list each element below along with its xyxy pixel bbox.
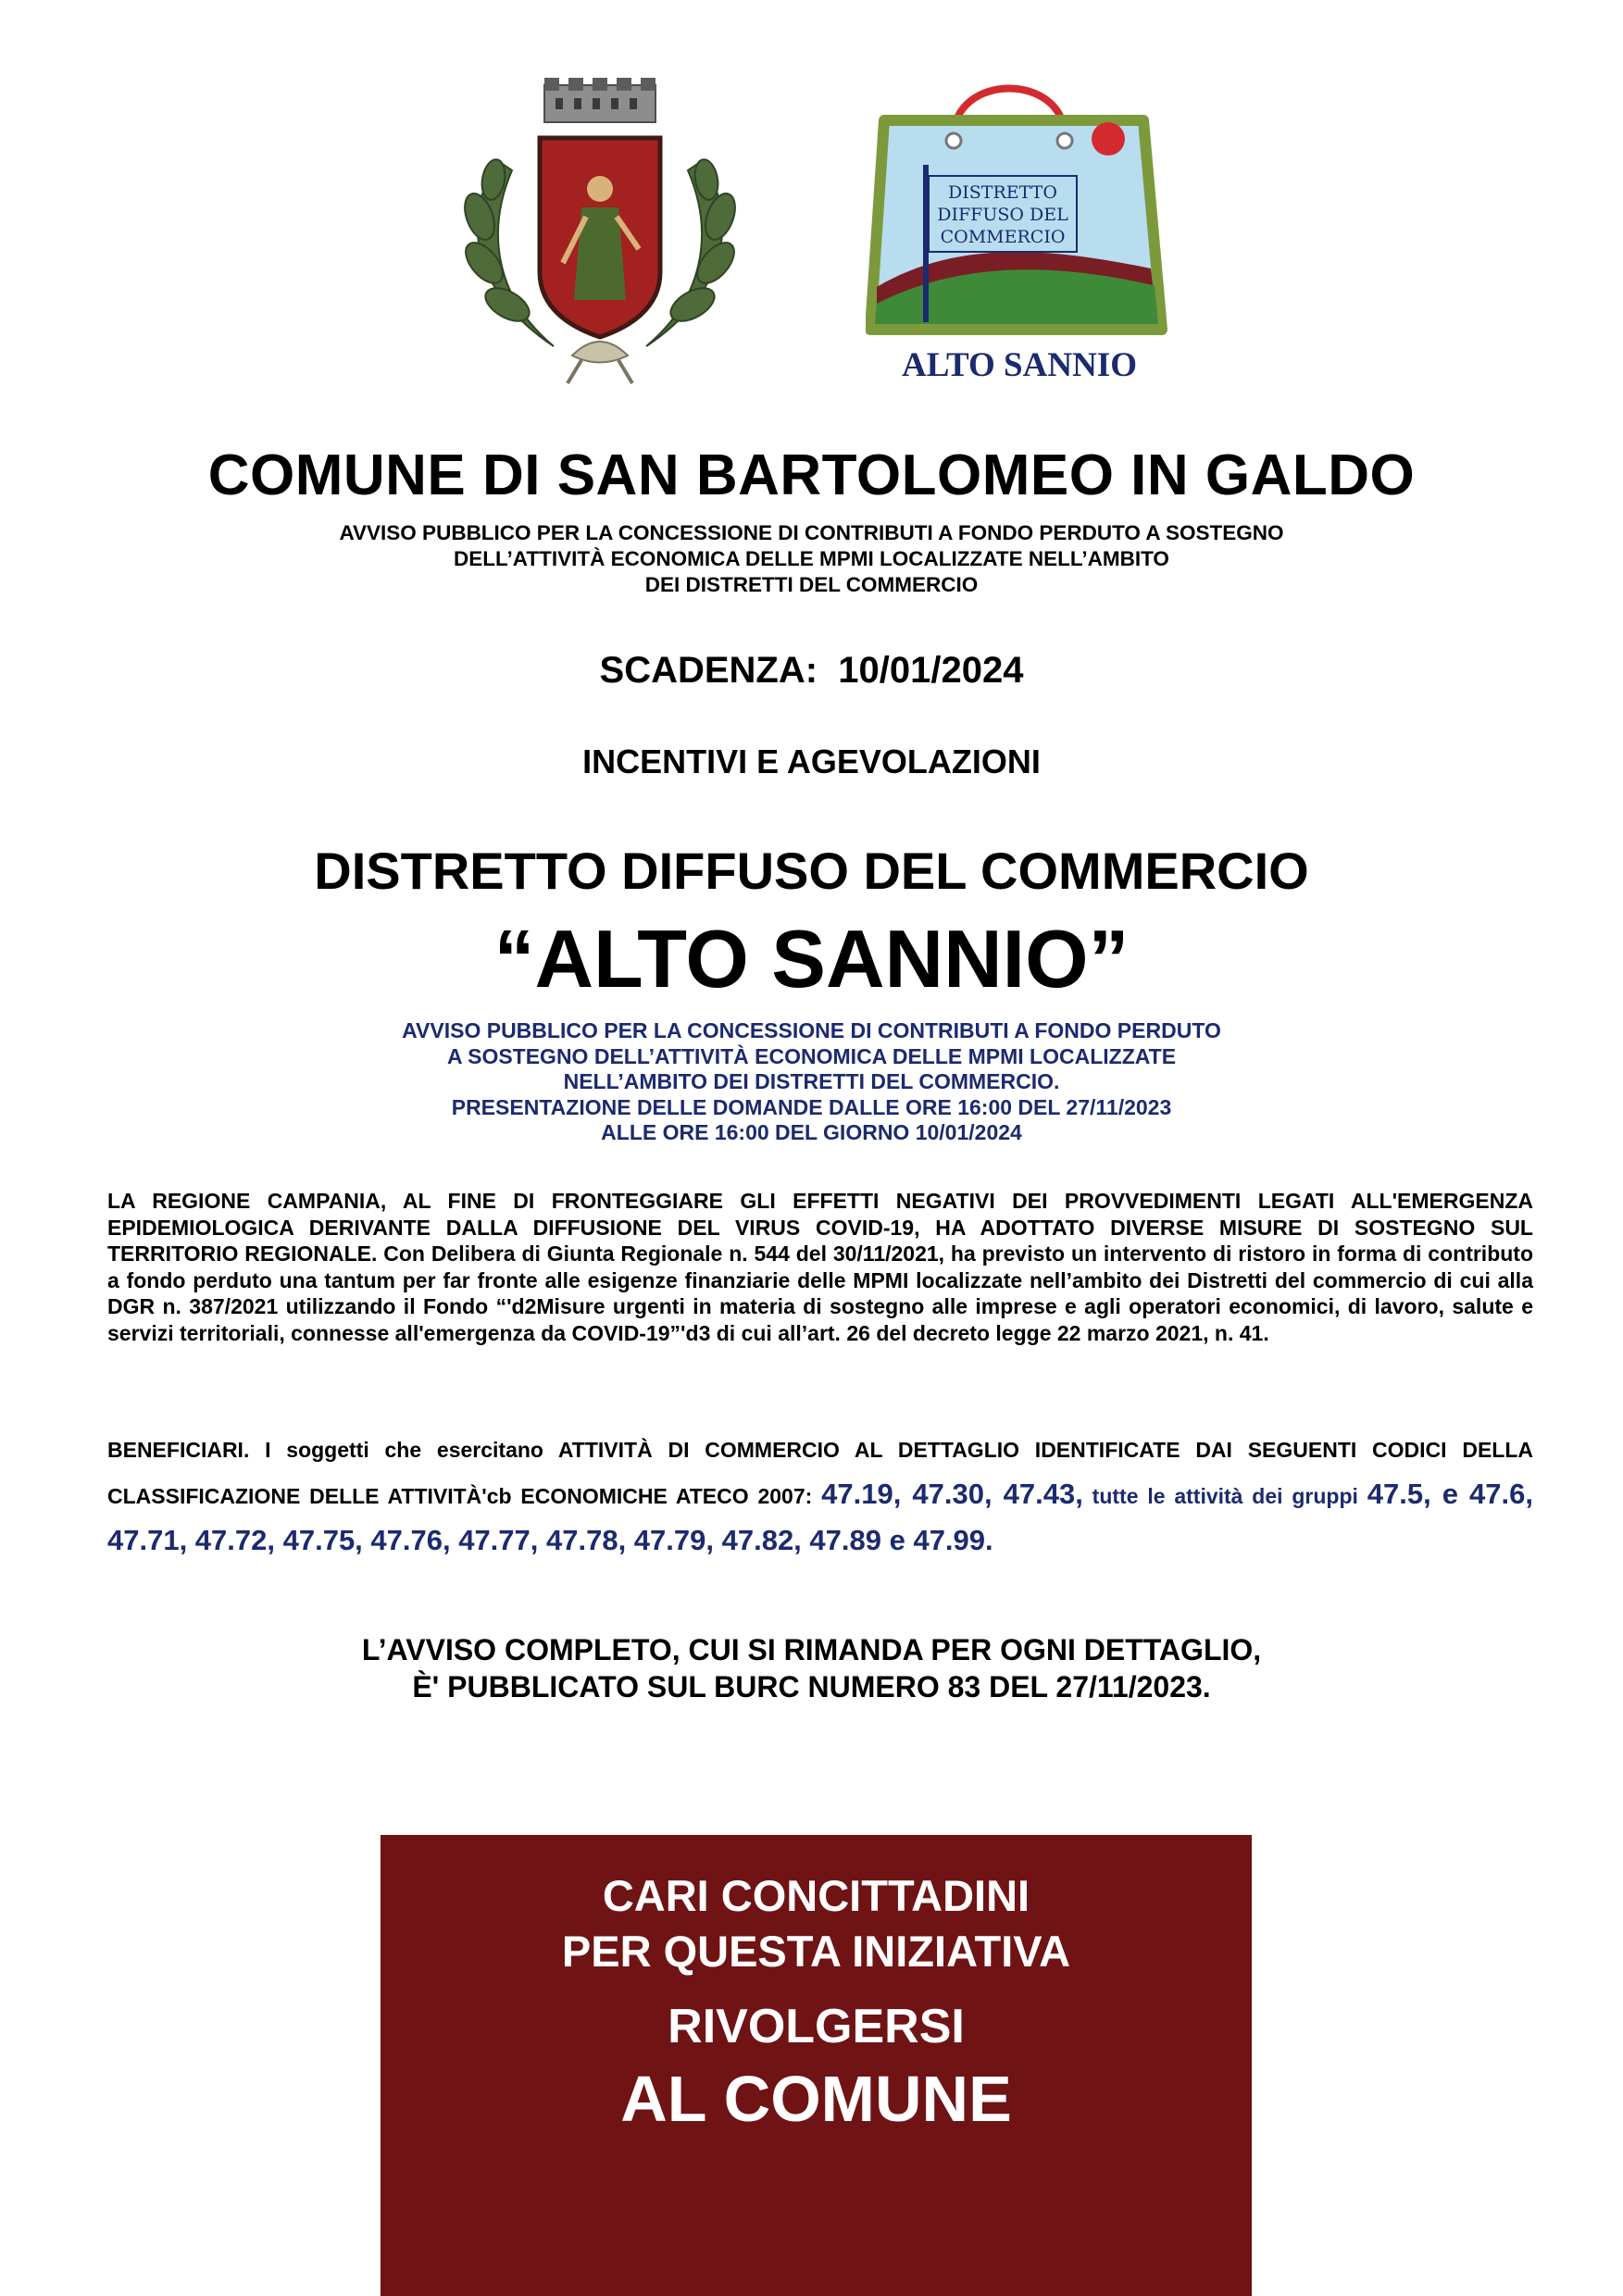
section-heading: INCENTIVI E AGEVOLAZIONI (582, 742, 1041, 780)
notice-line: A SOSTEGNO DELL’ATTIVITÀ ECONOMICA DELLE MPMI LOCALIZZATE (446, 1043, 1177, 1068)
district-shopping-bag-logo-icon (866, 72, 1176, 392)
cta-line: RIVOLGERSI (668, 2000, 965, 2053)
logo-sign-line-1: DISTRETTO (948, 182, 1057, 203)
notice-line: NELL’AMBITO DEI DISTRETTI DEL COMMERCIO. (563, 1069, 1060, 1093)
ateco-codes-first: 47.19, 47.30, 47.43, (821, 1478, 1083, 1510)
body-paragraph: LA REGIONE CAMPANIA, AL FINE DI FRONTEGGIARE GLI EFFETTI NEGATIVI DEI PROVVEDIMENTI LEGATI ALL'EMERGENZA EPIDEMIOLOGICA DERIVANTE DALLA DIFFUSIONE DEL VIRUS COVID-19, HA ADOTTATO DIVERSE MISURE DI SOSTEGNO SUL TERRITORIO REGIONALE. Con Delibera di Giunta Regionale n. 544 del 30/11/2021, ha previsto un intervento di ristoro in forma di contributo a fondo perduto una tantum per far fronte alle esigenze finanziarie delle MPMI localizzate nell’ambito dei Distretti del commercio di cui alla DGR n. 387/2021 utilizzando il Fondo “'d2Misure urgenti in materia di sostegno alle imprese e agli operatori economici, di lavoro, salute e servizi territoriali, connesse all'emergenza da COVID-19”'d3 di cui all’art. 26 del decreto legge 22 marzo 2021, n. 41. (107, 1189, 1533, 1345)
logo-sign-line-2: DIFFUSO DEL (937, 205, 1068, 225)
notice-line: ALLE ORE 16:00 DEL GIORNO 10/01/2024 (601, 1120, 1022, 1144)
full-notice-line: L’AVVISO COMPLETO, CUI SI RIMANDA PER OGNI DETTAGLIO, (361, 1633, 1262, 1666)
subtitle-line: DEI DISTRETTI DEL COMMERCIO (644, 573, 979, 596)
district-heading: DISTRETTO DIFFUSO DEL COMMERCIO (314, 842, 1309, 900)
call-to-action-box (381, 1835, 1252, 2296)
notice-line: AVVISO PUBBLICO PER LA CONCESSIONE DI CONTRIBUTI A FONDO PERDUTO (402, 1018, 1221, 1042)
page-subtitle (0, 520, 1623, 598)
subtitle-line: AVVISO PUBBLICO PER LA CONCESSIONE DI CONTRIBUTI A FONDO PERDUTO A SOSTEGNO (339, 521, 1284, 544)
cta-line: CARI CONCITTADINI (602, 1871, 1030, 1920)
cta-line: AL COMUNE (620, 2063, 1012, 2135)
cta-line: PER QUESTA INIZIATIVA (561, 1927, 1071, 1976)
beneficiaries-paragraph (107, 1428, 1533, 1565)
subtitle-line: DELL’ATTIVITÀ ECONOMICA DELLE MPMI LOCALIZZATE NELL’AMBITO (454, 547, 1169, 570)
beneficiaries-intro: BENEFICIARI. I soggetti che esercitano ATTIVITÀ DI COMMERCIO AL DETTAGLIO IDENTIFICATE DAI SEGUENTI CODICI DELLA CLASSIFICAZIONE DELLE ATTIVITÀ'cb ECONOMICHE ATECO 2007: (107, 1438, 1533, 1508)
groups-label: tutte le attività dei gruppi (1082, 1484, 1367, 1508)
ateco-codes-second: 47.5, e 47.6, 47.71, 47.72, 47.75, 47.76, 47.77, 47.78, 47.79, 47.82, 47.89 e 47.99. (107, 1478, 1534, 1556)
full-notice-reference (0, 1631, 1623, 1705)
logo-sign-line-3: COMMERCIO (940, 227, 1066, 247)
logo-caption: ALTO SANNIO (902, 346, 1137, 384)
deadline-text: SCADENZA: 10/01/2024 (599, 650, 1024, 691)
notice-summary (0, 1018, 1623, 1146)
page-title: COMUNE DI SAN BARTOLOMEO IN GALDO (207, 443, 1416, 507)
coat-of-arms-icon (443, 78, 757, 393)
notice-line: PRESENTAZIONE DELLE DOMANDE DALLE ORE 16:00 DEL 27/11/2023 (451, 1094, 1172, 1119)
district-name: “ALTO SANNIO” (493, 913, 1130, 1004)
full-notice-line: È' PUBBLICATO SUL BURC NUMERO 83 DEL 27/11/2023. (412, 1670, 1211, 1703)
